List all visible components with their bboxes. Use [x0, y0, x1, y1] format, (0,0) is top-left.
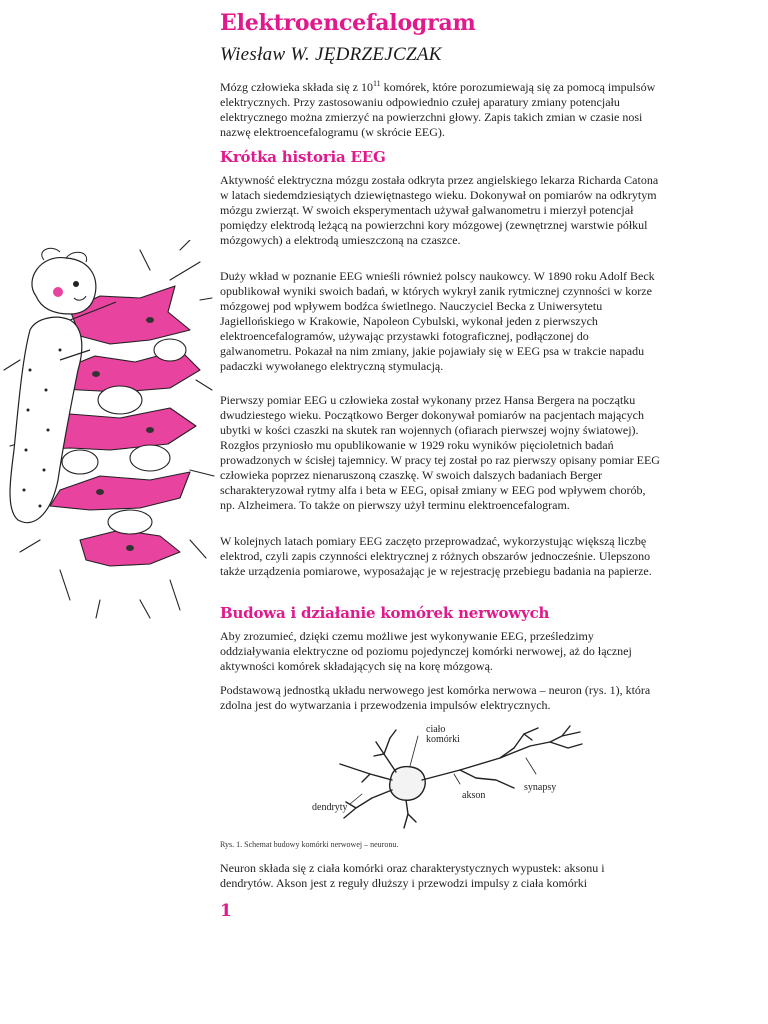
neuron-paragraph-3: Neuron składa się z ciała komórki oraz charakterystycznych wypustek: aksonu i dendrytów. Akson jest z reguły dłuższy i przewodzi impulsy z ciała komórki	[220, 861, 605, 890]
figure-caption: Rys. 1. Schemat budowy komórki nerwowej – neuronu.	[220, 840, 399, 849]
neuron-diagram	[300, 718, 590, 840]
history-paragraph-1: Aktywność elektryczna mózgu została odkryta przez angielskiego lekarza Richarda Catona w latach siedemdziesiątych dziewiętnastego wieku. Dokonywał on pomiarów na odkrytym mózgu zwierząt. W swoich eksperymentach używał galwanometru i mierzył potencjał pomiędzy elektrodą leżącą na powierzchni kory mózgowej (zewnętrznej warstwie półkul mózgowych) a elektrodą umieszczoną na czaszce.	[220, 173, 659, 247]
label-dendrites: dendryty	[312, 802, 348, 813]
neuron-paragraph-1: Aby zrozumieć, dzięki czemu możliwe jest wykonywanie EEG, prześledzimy oddziaływania elektryczne od poziomu pojedynczej komórki nerwowej, aż do łącznej aktywności komórek składających się na korę mózgową.	[220, 629, 632, 673]
label-cell-body-2: komórki	[426, 734, 460, 745]
label-axon: akson	[462, 790, 486, 801]
paper-author: Wiesław W. JĘDRZEJCZAK	[220, 44, 442, 65]
intro-text-start: Mózg człowieka składa się z 10	[220, 80, 373, 94]
history-paragraph-4: W kolejnych latach pomiary EEG zaczęto przeprowadzać, wykorzystując większą liczbę elektrod, czyli zapis czynności elektrycznej z różnych obszarów jednocześnie. Ulepszono także urządzenia pomiarowe, wyposażając je w rejestrację przebiegu badania na papierze.	[220, 534, 652, 578]
intro-exponent: 11	[372, 79, 381, 88]
history-paragraph-2: Duży wkład w poznanie EEG wnieśli również polscy naukowcy. W 1890 roku Adolf Beck opublikował wyniki swoich badań, w których wykrył zanik rytmicznej czynności w korze mózgowej pod wpływem bodźca świetlnego. Nauczyciel Becka z Uniwersytetu Jagiellońskiego w Krakowie, Napoleon Cybulski, wykonał jeden z pierwszych elektroencefalogramów, używając przystawki fotograficznej, podłączonej do galwanometru. Pokazał na nim zmiany, jakie pojawiały się w EEG psa w trakcie napadu padaczki wywołanego elektryczną stymulacją.	[220, 269, 655, 373]
label-cell-body-1: ciało	[426, 724, 446, 735]
history-paragraph-3: Pierwszy pomiar EEG u człowieka został wykonany przez Hansa Bergera na początku dwudziestego wieku. Początkowo Berger dokonywał pomiarów na pacjentach mających ubytki w kości czaszki na skutek ran wojennych (ofiarach pierwszej wojny światowej). Rozgłos przyniosło mu opublikowanie w 1929 roku wyników pięcioletnich badań prowadzonych w ścisłej tajemnicy. W pracy tej został po raz pierwszy opisany pomiar EEG człowieka poprzez nienaruszoną czaszkę. W swoich dalszych badaniach Berger scharakteryzował rytmy alfa i beta w EEG, opisał zmiany w EEG pod wpływem chorób, np. Alzheimera. To także on pierwszy użył terminu elektroencefalogram.	[220, 393, 660, 512]
neuron-paragraph-2: Podstawową jednostką układu nerwowego jest komórka nerwowa – neuron (rys. 1), która zdolna jest do wytwarzania i przewodzenia impulsów elektrycznych.	[220, 683, 651, 712]
intro-paragraph	[220, 80, 660, 140]
paper-title: Elektroencefalogram	[220, 10, 476, 36]
label-synapses: synapsy	[524, 782, 557, 793]
section-heading-neurons: Budowa i działanie komórek nerwowych	[220, 604, 550, 622]
intro-text-end: komórek, które porozumiewają się za pomocą impulsów elektrycznych. Przy zastosowaniu odpowiednio czułej aparatury zmiany potencjału elektrycznego można zmierzyć na powierzchni głowy. Zapis takich zmian w czasie nosi nazwę elektroencefalogramu (w skrócie EEG).	[220, 80, 656, 139]
neuron-woman-illustration	[0, 240, 215, 620]
page-number: 1	[220, 901, 232, 921]
section-heading-history: Krótka historia EEG	[220, 148, 386, 166]
